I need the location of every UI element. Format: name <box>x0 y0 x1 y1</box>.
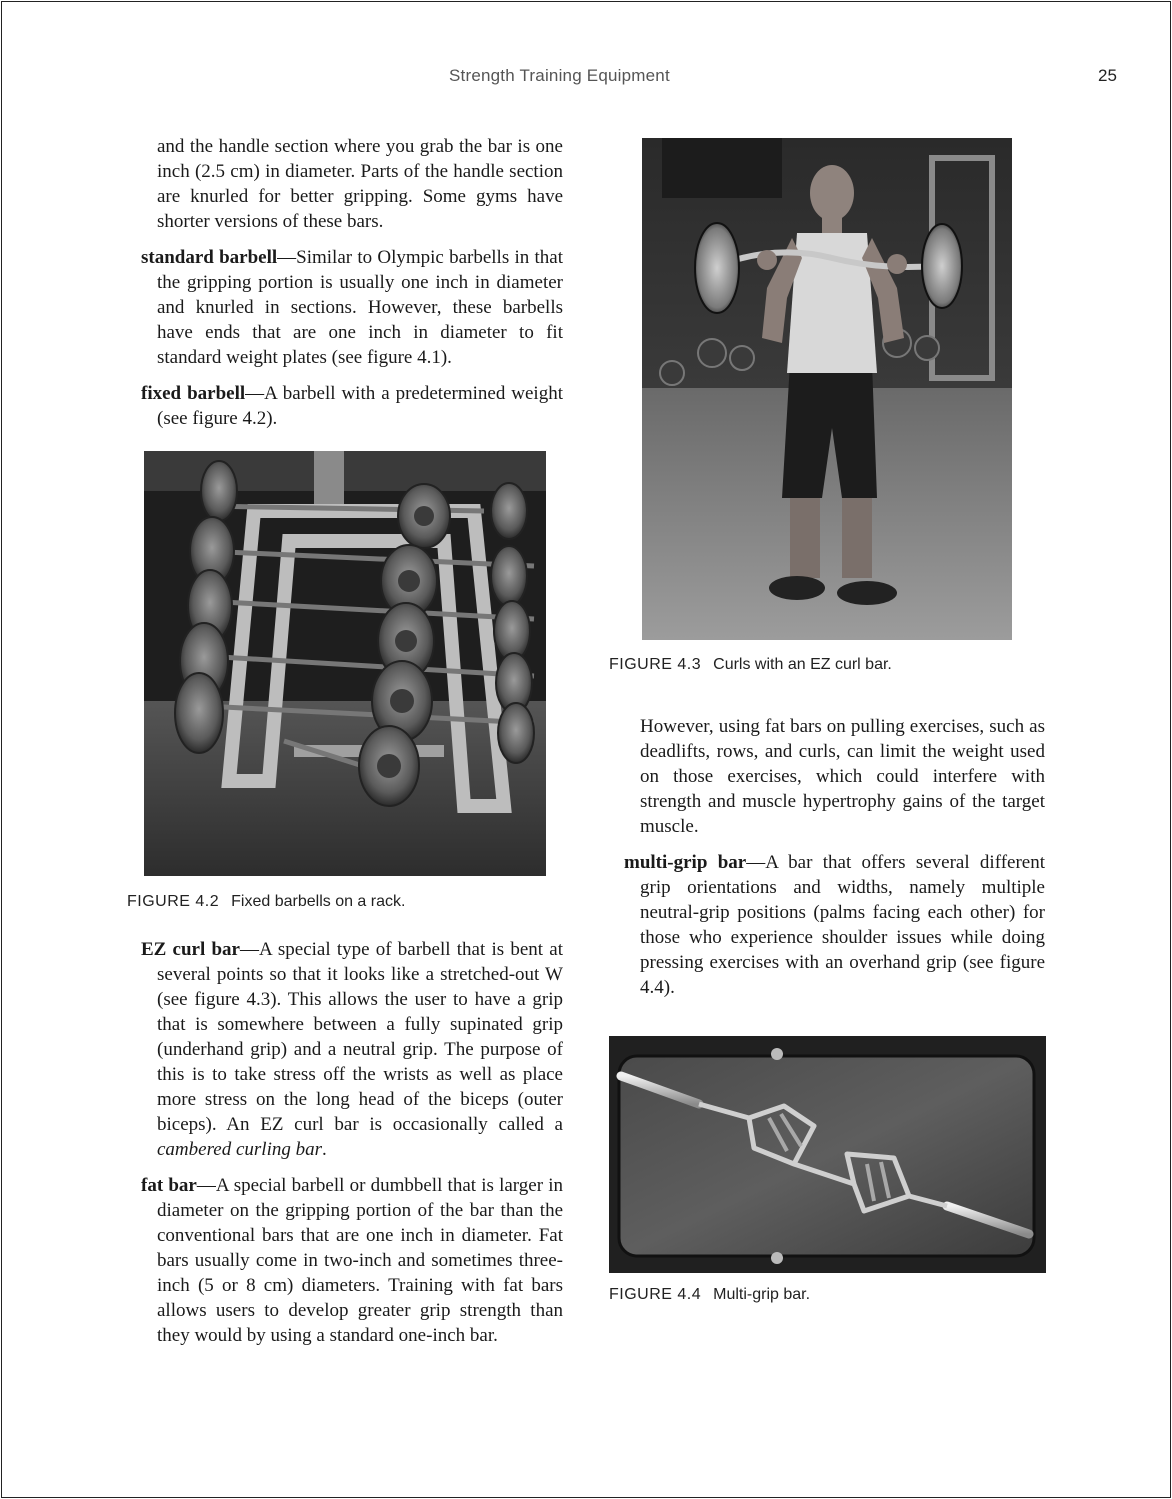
definition-multi-grip-bar: —A bar that offers several different grip orientations and widths, namely multiple neutral-grip positions (palms facing each other) for those who experience shoulder issues while doing pressing exercises with an overhand grip (see figure 4.4). <box>640 852 1045 998</box>
figure-4-2-label: FIGURE 4.2 <box>127 893 220 910</box>
term-fixed-barbell: fixed barbell <box>141 383 246 404</box>
figure-4-2-photo <box>144 451 546 876</box>
right-column-text <box>624 714 1045 1011</box>
entry-multi-grip-bar <box>624 850 1045 1000</box>
figure-4-4-caption-text: Multi-grip bar. <box>713 1286 811 1303</box>
figure-4-2-caption <box>127 893 405 911</box>
entry-fat-bar <box>141 1173 563 1348</box>
italic-cambered-curling-bar: cambered curling bar <box>157 1139 322 1160</box>
term-multi-grip-bar: multi-grip bar <box>624 852 747 873</box>
entry-ez-curl-bar <box>141 937 563 1162</box>
figure-4-4-caption <box>609 1286 810 1304</box>
entry-standard-barbell <box>141 245 563 370</box>
entry-fixed-barbell <box>141 381 563 431</box>
term-ez-curl-bar: EZ curl bar <box>141 939 240 960</box>
term-fat-bar: fat bar <box>141 1175 197 1196</box>
figure-4-3-caption-text: Curls with an EZ curl bar. <box>713 656 892 673</box>
definition-fixed-barbell: —A barbell with a predetermined weight (see figure 4.2). <box>157 383 563 429</box>
figure-4-2-caption-text: Fixed barbells on a rack. <box>231 893 406 910</box>
term-standard-barbell: standard barbell <box>141 247 278 268</box>
figure-4-3-photo <box>642 138 1012 640</box>
paragraph-fat-bars-continued: However, using fat bars on pulling exercises, such as deadlifts, rows, and curls, can limit the weight used on those exercises, which could interfere with strength and muscle hypertrophy gains of the target muscle. <box>640 716 1045 837</box>
left-column-top <box>141 134 563 442</box>
definition-standard-barbell: —Similar to Olympic barbells in that the gripping portion is usually one inch in diameter and knurled in sections. However, these barbells have ends that are one inch in diameter to fit standard weight plates (see figure 4.1). <box>157 247 563 368</box>
left-column-bottom <box>141 937 563 1359</box>
definition-ez-curl-bar: —A special type of barbell that is bent at several points so that it looks like a stretched-out W (see figure 4.3). This allows the user to have a grip that is somewhere between a fully supinated grip (underhand grip) and a neutral grip. The purpose of this is to take stress off the wrists as well as place more stress on the long head of the biceps (outer biceps). An EZ curl bar is occasionally called a <box>157 939 563 1135</box>
definition-fat-bar: —A special barbell or dumbbell that is larger in diameter on the gripping portion of the bar than the conventional bars that are one inch in diameter. Fat bars usually come in two-inch and sometimes three-inch (5 or 8 cm) diameters. Training with fat bars allows users to develop greater grip strength than they would by using a standard one-inch bar. <box>157 1175 563 1346</box>
definition-ez-curl-bar-end: . <box>322 1139 327 1160</box>
figure-4-4-photo <box>609 1036 1046 1273</box>
page-number: 25 <box>1098 66 1117 85</box>
running-head: Strength Training Equipment <box>449 66 670 85</box>
figure-4-3-caption <box>609 656 892 674</box>
figure-4-4-label: FIGURE 4.4 <box>609 1286 702 1303</box>
figure-4-3-label: FIGURE 4.3 <box>609 656 702 673</box>
paragraph-continuation: and the handle section where you grab the bar is one inch (2.5 cm) in diameter. Parts of the handle section are knurled for better gripping. Some gyms have shorter versions of these bars. <box>157 136 563 232</box>
